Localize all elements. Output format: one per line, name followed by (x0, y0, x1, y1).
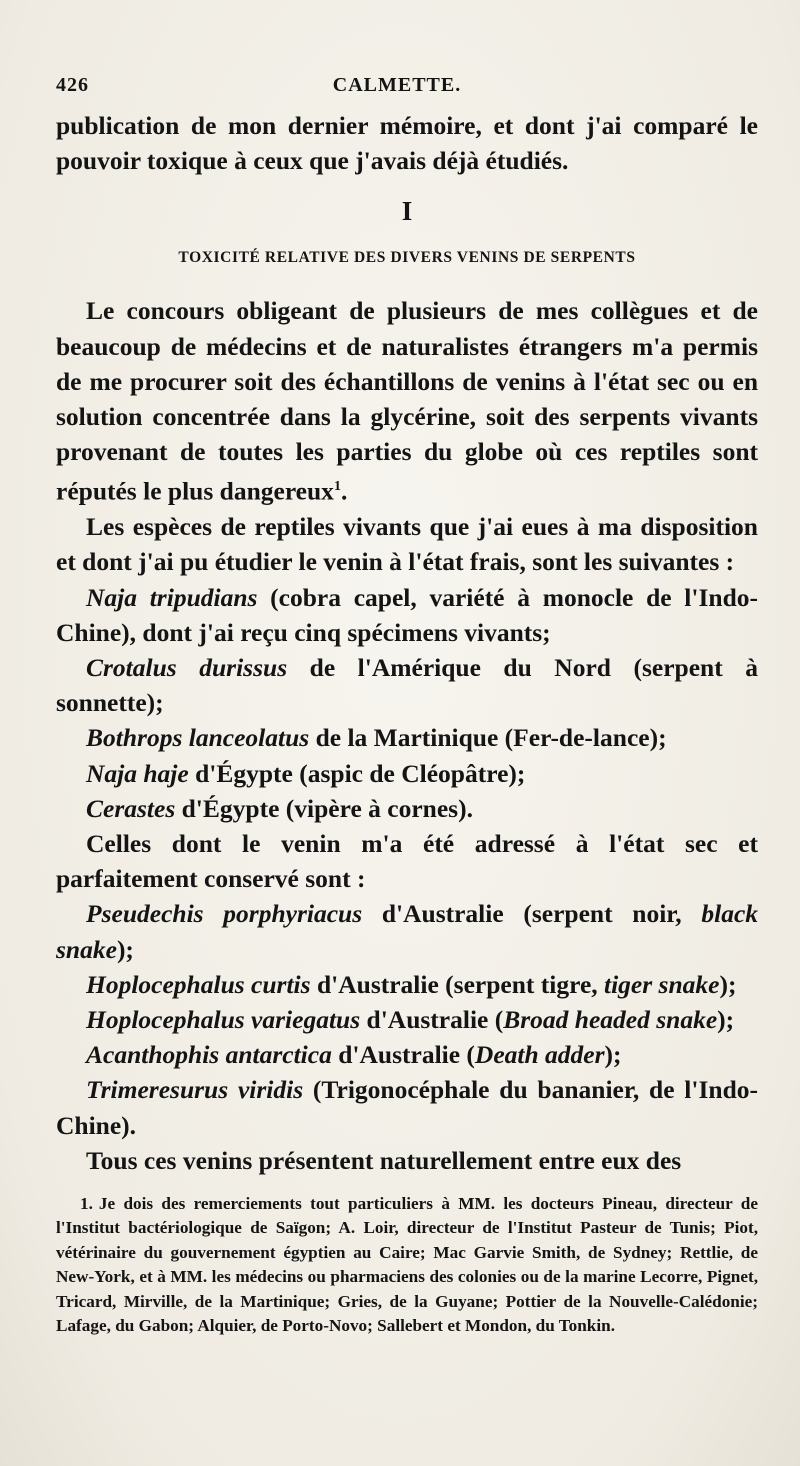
species-name: Acanthophis antarctica (86, 1040, 332, 1070)
paragraph-1: Le concours obligeant de plusieurs de mes collègues et de beaucoup de médecins et de naturalistes étrangers m'a permis de me procurer soit des échantillons de venins à l'état sec ou en solution concentrée dans la glycérine, soit des serpents vivants provenant de toutes les parties du globe où ces reptiles sont réputés le plus dangereux$^1$. (56, 296, 758, 506)
list-item: Bothrops lanceolatus de la Martinique (Fer-de-lance); (86, 723, 667, 753)
paragraph-3: Celles dont le venin m'a été adressé à l'état sec et parfaitement conservé sont : (56, 828, 758, 894)
opening-paragraph: publication de mon dernier mémoire, et dont j'ai comparé le pouvoir toxique à ceux que j'avais déjà étudiés. (56, 111, 758, 176)
footnote-ref: 1 (333, 479, 341, 495)
list-item: Hoplocephalus curtis d'Australie (serpent tigre, tiger snake); (86, 969, 737, 999)
species-name: Crotalus durissus (86, 652, 288, 682)
paragraph-4: Tous ces venins présentent naturellement entre eux des (86, 1145, 682, 1175)
dry-species-list (56, 896, 758, 1142)
species-name: Hoplocephalus curtis (86, 969, 311, 999)
species-name: Pseudechis porphyriacus (86, 899, 363, 929)
list-item: Pseudechis porphyriacus d'Australie (serpent noir, black snake); (56, 899, 759, 964)
species-name: Bothrops lanceolatus (86, 723, 310, 753)
footnote-text: Je dois des remerciements tout particuliers à MM. les docteurs Pineau, directeur de l'Institut bactériologique de Saïgon; A. Loir, directeur de l'Institut Pasteur de Tunis; Piot, vétérinaire du gouvernement égyptien au Caire; Mac Garvie Smith, de Sydney; Rettlie, de New-York, et à MM. les médecins ou pharmaciens des colonies ou de la marine Lecorre, Pignet, Tricard, Mirville, de la Martinique; Gries, de la Guyane; Pottier de la Nouvelle-Calédonie; Lafage, du Gabon; Alquier, de Porto-Novo; Sallebert et Mondon, du Tonkin. (56, 1193, 758, 1336)
paragraph-2: Les espèces de reptiles vivants que j'ai eues à ma disposition et dont j'ai pu étudier le venin à l'état frais, sont les suivantes : (56, 512, 758, 577)
list-item: Cerastes d'Égypte (vipère à cornes). (86, 793, 473, 823)
running-title: CALMETTE. (332, 74, 462, 96)
list-item: Naja tripudians (cobra capel, variété à monocle de l'Indo-Chine), dont j'ai reçu cinq spécimens vivants; (56, 582, 759, 647)
list-item: Trimeresurus viridis (Trigonocéphale du bananier, de l'Indo-Chine). (56, 1075, 758, 1140)
species-name: Hoplocephalus variegatus (86, 1004, 361, 1034)
page-body (56, 108, 758, 1178)
list-item: Acanthophis antarctica d'Australie (Death adder); (86, 1040, 622, 1070)
section-title: TOXICITÉ RELATIVE DES DIVERS VENINS DE SERPENTS (178, 249, 636, 267)
page-number: 426 (56, 74, 89, 96)
list-item: Naja haje d'Égypte (aspic de Cléopâtre); (86, 758, 526, 788)
species-name: Naja haje (86, 758, 189, 788)
section-numeral: I (401, 196, 413, 227)
footnote (56, 1192, 758, 1339)
species-name: Naja tripudians (86, 582, 258, 612)
live-species-list (56, 580, 758, 826)
footnote-number: 1. (80, 1193, 93, 1213)
list-item: Hoplocephalus variegatus d'Australie (Broad headed snake); (86, 1004, 735, 1034)
species-name: Trimeresurus viridis (86, 1075, 304, 1105)
species-name: Cerastes (86, 793, 176, 823)
list-item: Crotalus durissus de l'Amérique du Nord (serpent à sonnette); (56, 652, 758, 718)
page-header (56, 74, 758, 108)
